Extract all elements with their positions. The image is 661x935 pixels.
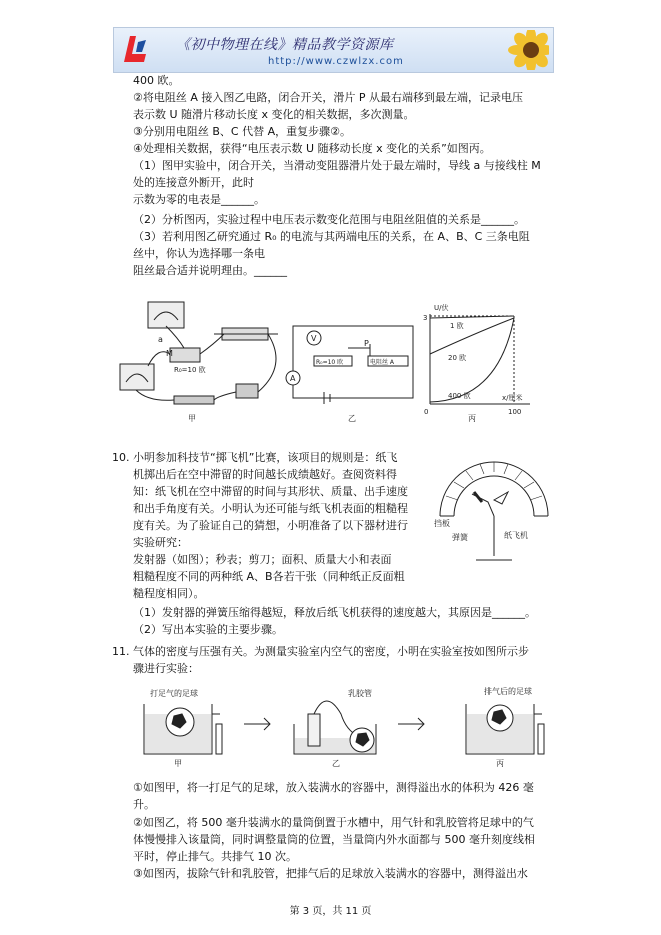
text-line-3: 表示数 U 随滑片移动长度 x 变化的相关数据，多次测量。 bbox=[133, 108, 415, 121]
circuit-jia bbox=[120, 302, 278, 404]
y-tick-3: 3 bbox=[423, 314, 428, 322]
q10-line-7: 发射器（如图）；秒表；剪刀；面积、质量大小和表面 bbox=[133, 553, 392, 566]
q10-line-3: 知：纸飞机在空中滞留的时间与其形状、质量、出手速度 bbox=[133, 485, 408, 498]
q10-line-4: 和出手角度有关。小明认为还可能与纸飞机表面的粗糙程 bbox=[133, 502, 408, 515]
q11-step-2c: 平时，停止排气。共排气 10 次。 bbox=[133, 850, 297, 863]
q11-line-2: 骤进行实验： bbox=[133, 662, 199, 675]
curve-20-label: 20 欧 bbox=[448, 354, 467, 362]
curve-400-label: 400 欧 bbox=[448, 392, 471, 400]
text-line-7: 处的连接意外断开，此时 bbox=[133, 176, 254, 189]
q10-line-6: 实验研究： bbox=[133, 536, 188, 549]
meter-v-label: V bbox=[311, 334, 317, 343]
q10-line-5: 度有关。为了验证自己的猜想，小明准备了以下器材进行 bbox=[133, 519, 408, 532]
x-tick-0: 0 bbox=[424, 408, 429, 416]
caption-yi: 乙 bbox=[348, 414, 356, 423]
caption-bing: 丙 bbox=[468, 414, 476, 423]
q10-line-2: 机掷出后在空中滞留的时间越长成绩越好。查阅资料得 bbox=[133, 468, 397, 481]
caption-jia: 甲 bbox=[188, 414, 196, 423]
label-tanhuang: 弹簧 bbox=[452, 533, 468, 542]
q11-line-1: 气体的密度与压强有关。为测量实验室内空气的密度，小明在实验室按如图所示步 bbox=[133, 645, 529, 658]
caption-yi-2: 乙 bbox=[332, 759, 340, 768]
text-line-2: ②将电阻丝 A 接入图乙电路，闭合开关，滑片 P 从最右端移到最左端，记录电压 bbox=[133, 91, 524, 104]
x-tick-100: 100 bbox=[508, 408, 522, 416]
q10-sub-1: （1）发射器的弹簧压缩得越短，释放后纸飞机获得的速度越大，其原因是______。 bbox=[133, 606, 536, 619]
caption-jia-2: 甲 bbox=[174, 759, 182, 768]
launcher-figure bbox=[432, 456, 554, 574]
sunflower-icon bbox=[499, 30, 549, 70]
q10-sub-2: （2）写出本实验的主要步骤。 bbox=[133, 623, 283, 636]
label-a: a bbox=[158, 335, 163, 344]
meter-a-label: A bbox=[290, 374, 296, 383]
q11-number: 11. bbox=[112, 645, 130, 658]
q10-number: 10. bbox=[112, 451, 130, 464]
text-line-1: 400 欧。 bbox=[133, 74, 180, 87]
label-dangban: 挡板 bbox=[434, 519, 450, 528]
text-line-9: （2）分析图丙，实验过程中电压表示数变化范围与电阻丝阻值的关系是______。 bbox=[133, 213, 525, 226]
label-zuqiu-3: 排气后的足球 bbox=[484, 687, 532, 696]
text-line-5: ④处理相关数据，获得“电压表示数 U 随移动长度 x 变化的关系”如图丙。 bbox=[133, 142, 491, 155]
text-line-8: 示数为零的电表是______。 bbox=[133, 193, 265, 206]
football-figure bbox=[136, 684, 550, 770]
q11-step-1a: ①如图甲，将一打足气的足球，放入装满水的容器中，测得溢出水的体积为 426 毫 bbox=[133, 781, 534, 794]
graph-bing bbox=[430, 314, 530, 404]
r0-label-yi: R₀=10 欧 bbox=[316, 359, 344, 366]
q10-line-1: 小明参加科技节“掷飞机”比赛，该项目的规则是：纸飞 bbox=[133, 451, 398, 464]
page-footer: 第 3 页，共 11 页 bbox=[289, 906, 372, 917]
q11-step-1b: 升。 bbox=[133, 798, 155, 811]
circuit-figure bbox=[118, 296, 538, 426]
label-rujiaoguan: 乳胶管 bbox=[348, 689, 372, 698]
logo-icon bbox=[120, 32, 154, 68]
x-axis-label: x/厘米 bbox=[502, 394, 523, 402]
label-zuqiu-1: 打足气的足球 bbox=[150, 689, 198, 698]
curve-1-label: 1 欧 bbox=[450, 322, 464, 330]
text-line-12: 阻丝最合适并说明理由。______ bbox=[133, 264, 287, 277]
label-zhifeiji: 纸飞机 bbox=[504, 531, 528, 540]
banner-title: 《初中物理在线》精品教学资源库 bbox=[176, 37, 394, 53]
q11-step-2b: 体慢慢排入该量筒，同时调整量筒的位置，当量筒内外水面都与 500 毫升刻度线相 bbox=[133, 833, 535, 846]
q10-line-9: 糙程度相同）。 bbox=[133, 587, 205, 600]
text-line-10: （3）若利用图乙研究通过 R₀ 的电流与其两端电压的关系，在 A、B、C 三条电阻 bbox=[133, 230, 530, 243]
text-line-6: （1）图甲实验中，闭合开关，当滑动变阻器滑片处于最左端时，导线 a 与接线柱 M bbox=[133, 159, 541, 172]
wire-label: 电阻丝 A bbox=[370, 359, 395, 366]
q10-line-8: 粗糙程度不同的两种纸 A、B各若干张（同种纸正反面粗 bbox=[133, 570, 405, 583]
caption-bing-2: 丙 bbox=[496, 759, 504, 768]
slider-label: P bbox=[364, 339, 369, 348]
header-banner bbox=[113, 27, 554, 73]
label-m: M bbox=[166, 349, 173, 358]
q11-step-2a: ②如图乙，将 500 毫升装满水的量筒倒置于水槽中，用气针和乳胶管将足球中的气 bbox=[133, 816, 534, 829]
text-line-4: ③分别用电阻丝 B、C 代替 A，重复步骤②。 bbox=[133, 125, 351, 138]
text-line-11: 丝中，你认为选择哪一条电 bbox=[133, 247, 265, 260]
q11-step-3a: ③如图丙，拔除气针和乳胶管，把排气后的足球放入装满水的容器中，测得溢出水 bbox=[133, 867, 528, 880]
y-axis-label: U/伏 bbox=[434, 304, 449, 312]
banner-url[interactable]: http://www.czwlzx.com bbox=[268, 56, 404, 67]
r0-label-jia: R₀=10 欧 bbox=[174, 366, 206, 374]
